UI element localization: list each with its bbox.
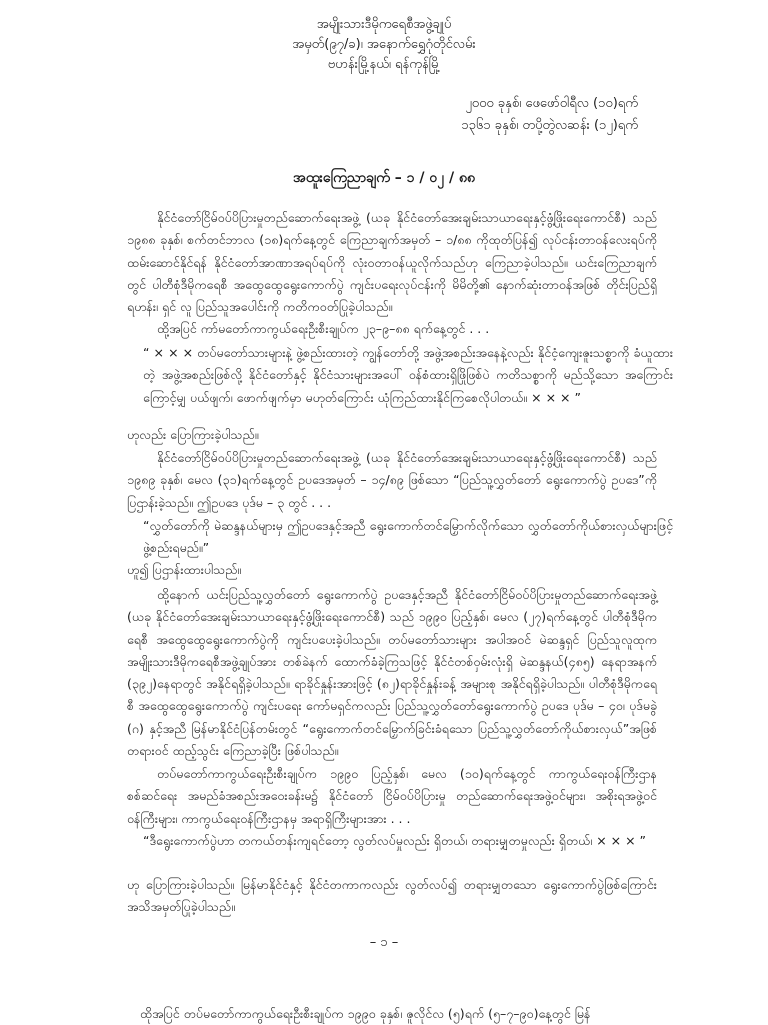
quote-commander-1: “ × × × တပ်မတော်သားများနဲ့ ဖွဲ့စည်းထားတဲ့ ကျွန်တော်တို့ အဖွဲ့အစည်းအနေနဲ့လည်း နိုင်ငံ့ကျေးဇူးသစ္စာကို ခံယူထားတဲ့ အဖွဲ့အစည်းဖြစ်လို့ နိုင်ငံတော်နှင့် နိုင်ငံသားများအပေါ် ဝန်စံထားရှိဖြိုဖြစ်ပဲ ကတိသစ္စာကို မည်သို့သော အကြောင်းကြောင့်မျှ ပယ်ဖျက်၊ ဖောက်ဖျက်မှာ မဟုတ်ကြောင်း ယုံကြည်ထားနိုင်ကြစေလိုပါတယ်။ × × × ” xyxy=(143,345,673,405)
paragraph-intro: နိုင်ငံတော်ငြိမ်ဝပ်ပိပြားမှုတည်ဆောက်ရေးအဖွဲ့ (ယခု နိုင်ငံတော်အေးချမ်းသာယာရေးနှင့်ဖွံ့ဖြိုးရေးကောင်စီ) သည် ၁၉၈၈ ခုနှစ်၊ စက်တင်ဘာလ (၁၈)ရက်နေ့တွင် ကြေညာချက်အမှတ် – ၁/၈၈ ကိုထုတ်ပြန်၍ လုပ်ငန်းတာဝန်လေးရပ်ကို ထမ်းဆောင်နိုင်ရန် နိုင်ငံတော်အာဏာအရပ်ရပ်ကို လုံးဝတာဝန်ယူလိုက်သည်ဟု ကြေညာခဲ့ပါသည်။ ယင်းကြေညာချက်တွင် ပါတီစုံဒီမိုကရေစီ အထွေထွေရွေးကောက်ပွဲ ကျင်းပရေးလုပ်ငန်းကို မိမိတို့၏ နောက်ဆုံးတာဝန်အဖြစ် တိုင်းပြည်ရှိ ရဟန်း၊ ရှင် လူ ပြည်သူအပေါင်းကို ကတိကဝတ်ပြုခဲ့ပါသည်။ xyxy=(127,210,657,315)
org-city-line: ဗဟန်းမြို့နယ်၊ ရန်ကုန်မြို့ xyxy=(327,57,441,72)
paragraph-commander-intro: ထို့အပြင် ကာ်မတော်ကာကွယ်ရေးဦးစီးချုပ်က ၂၃–၉–၈၈ ရက်နေ့တွင် . . . xyxy=(157,321,490,336)
paragraph-election-results: ထို့နောက် ယင်းပြည်သူ့လွှတ်တော် ရွေးကောက်ပွဲ ဥပဒေနှင့်အညီ နိုင်ငံတော်ငြိမ်ဝပ်ပိပြားမှုတည်ဆောက်ရေးအဖွဲ့ (ယခု နိုင်ငံတော်အေးချမ်းသာယာရေးနှင့်ဖွံ့ဖြိုးရေးကောင်စီ) သည် ၁၉၉၀ ပြည့်နှစ်၊ မေလ (၂၇)ရက်နေ့တွင် ပါတီစုံဒီမိုကရေစီ အထွေထွေရွေးကောက်ပွဲကို ကျင်းပပေးခဲ့ပါသည်။ တပ်မတော်သားများ အပါအဝင် မဲဆန္ဒရှင် ပြည်သူလူထုက အမျိုးသားဒီမိုကရေစီအဖွဲ့ချုပ်အား တစ်ခဲနက် ထောက်ခံခဲ့ကြသဖြင့် နိုင်ငံတစ်ဝှမ်းလုံးရှိ မဲဆန္ဒနယ်(၄၈၅) နေရာအနက် (၃၉၂)နေရာတွင် အနိုင်ရရှိခဲ့ပါသည်။ ရာခိုင်နှုန်းအားဖြင့် (၈၂)ရာခိုင်နှုန်းခန့် အများစု အနိုင်ရရှိခဲ့ပါသည်။ ပါတီစုံဒီမိုကရေစီ အထွေထွေရွေးကောက်ပွဲ ကျင်းပရေး ကော်မရှင်ကလည်း ပြည်သူ့လွှတ်တော်ရွေးကောက်ပွဲ ဥပဒေ ပုဒ်မ – ၄၀၊ ပုဒ်မခွဲ (ဂ) နှင့်အညီ မြန်မာနိုင်ငံပြန်တမ်းတွင် “ရွေးကောက်တင်မြှောက်ခြင်းခံရသော ပြည်သူ့လွှတ်တော်ကိုယ်စားလှယ်”အဖြစ် တရားဝင် ထည့်သွင်း ကြေညာခဲ့ပြီး ဖြစ်ပါသည်။ xyxy=(127,587,657,759)
date-myanmar: ၁၃၆၁ ခုနှစ်၊ တပို့တွဲလဆန်း (၁၂)ရက် xyxy=(461,118,638,133)
paragraph-conclusion: ဟု ပြောကြားခဲ့ပါသည်။ မြန်မာနိုင်ငံနှင့် နိုင်ငံတကာကလည်း လွတ်လပ်၍ တရားမျှတသော ရွေးကောက်ပွဲဖြစ်ကြောင်း အသိအမှတ်ပြုခဲ့ပါသည်။ xyxy=(127,877,657,915)
footer-continuation-text: ထိုအပြင် တပ်မတော်ကာကွယ်ရေးဦးစီးချုပ်က ၁၉၉၀ ခုနှစ်၊ ဇူလိုင်လ (၅)ရက် (၅–၇–၉၀)နေ့တွင် မြန် xyxy=(140,1006,591,1021)
document-title: အထူးကြေညာချက် – ၁ / ၀၂ / ၈၈ xyxy=(292,170,476,186)
paragraph-commander-meeting: တပ်မတော်ကာကွယ်ရေးဦးစီးချုပ်က ၁၉၉၀ ပြည့်နှစ်၊ မေလ (၁၀)ရက်နေ့တွင် ကာကွယ်ရေးဝန်ကြီးဌာန စစ်ဆင်ရေး အမည်ခံအစည်းအဝေးခန်းမ၌ နိုင်ငံ‌တော် ငြိမ်ဝပ်ပိပြားမှု တည်ဆောက်ရေးအဖွဲ့ဝင်များ၊ အစိုးရအဖွဲ့ဝင် ဝန်ကြီးများ၊ ကာကွယ်ရေးဝန်ကြီးဌာနမှ အရာရှိကြီးများအား . . . xyxy=(127,766,657,826)
org-name: အမျိုးသားဒီမိုကရေစီအဖွဲ့ချုပ် xyxy=(316,17,452,32)
quote-commander-2: “ဒီရွေးကောက်ပွဲဟာ တကယ်တန်းကျရင်တော့ လွတ်လပ်မှုလည်း ရှိတယ်၊ တရားမျှတမှုလည်း ရှိတယ်၊ × × × ” xyxy=(143,833,647,848)
date-gregorian: ၂၀၀၀ ခုနှစ်၊ ဖေဖော်ဝါရီလ (၁၀)ရက် xyxy=(465,96,638,111)
paragraph-said-1: ဟုလည်း ပြောကြားခဲ့ပါသည်။ xyxy=(127,427,259,442)
org-address-line: အမှတ်(၉၇/ခ)၊ အနောက်ရွှေဂုံတိုင်လမ်း xyxy=(292,37,476,52)
paragraph-election-law: နိုင်ငံတော်ငြိမ်ဝပ်ပိပြားမှုတည်ဆောက်ရေးအဖွဲ့ (ယခု နိုင်ငံတော်အေးချမ်းသာယာရေးနှင့်ဖွံ့ဖြိုးရေးကောင်စီ) သည် ၁၉၈၉ ခုနှစ်၊ မေလ (၃၁)ရက်နေ့တွင် ဥပဒေအမှတ် – ၁၄/၈၉ ဖြစ်သော “ပြည်သူ့လွှတ်တော် ရွေးကောက်ပွဲ ဥပဒေ”ကို ပြဌာန်းခဲ့သည်။ ဤဥပဒေ ပုဒ်မ – ၃ တွင် . . . xyxy=(127,450,657,510)
quote-election-law: “လွှတ်တော်ကို မဲဆန္ဒနယ်များမှ ဤဥပဒေနှင့်အညီ ရွေးကောက်တင်မြှောက်လိုက်သော လွှတ်တော်ကိုယ်စားလှယ်များဖြင့် ဖွဲ့စည်းရမည်။” xyxy=(143,518,673,556)
paragraph-enacted: ဟူ၍ ပြဌာန်းထားပါသည်။ xyxy=(127,562,242,577)
page-number: – ၁ – xyxy=(369,935,399,950)
